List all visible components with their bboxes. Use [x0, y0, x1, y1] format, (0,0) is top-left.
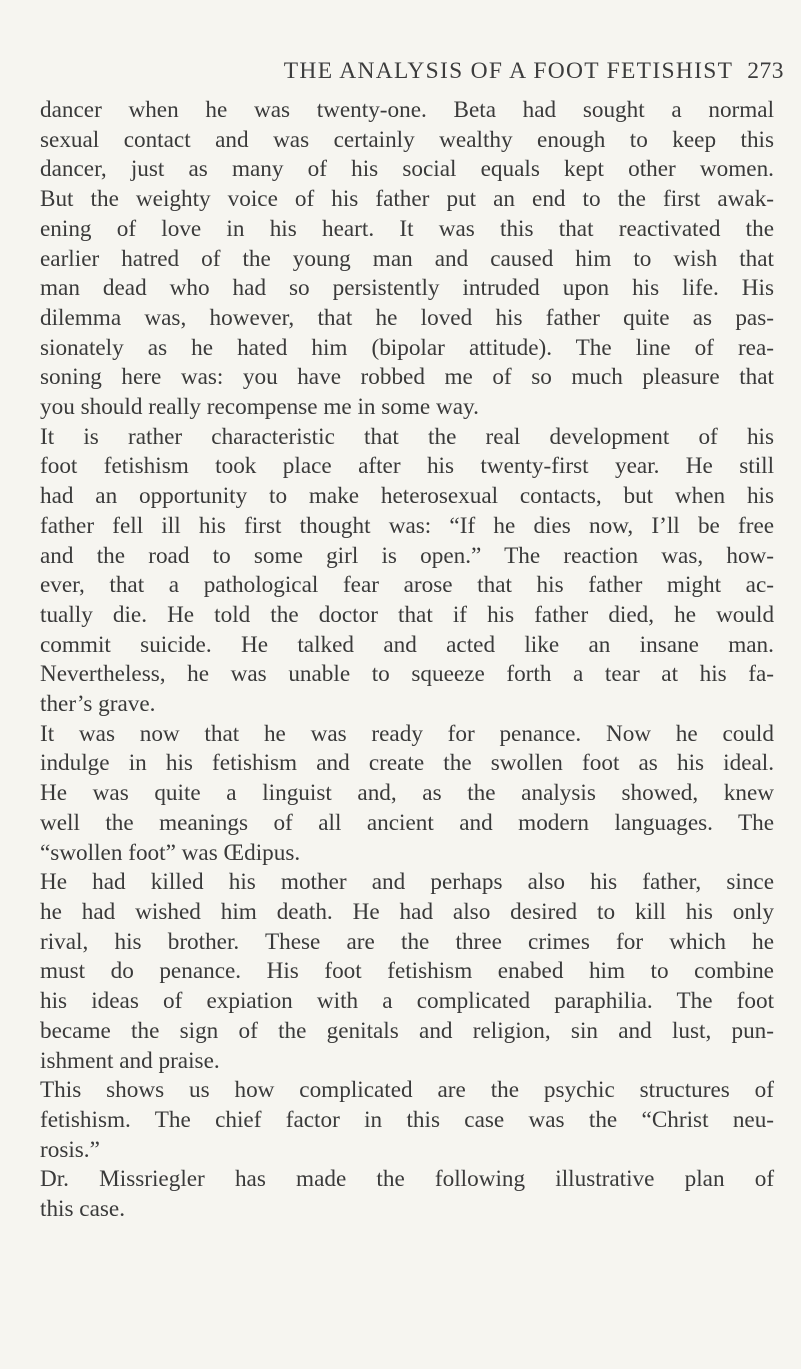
- text-line: “swollen foot” was Œdipus.: [40, 839, 301, 866]
- text-line: dancer, just as many of his social equals kept other women.: [40, 156, 774, 183]
- text-line: well the meanings of all ancient and modern languages. The: [40, 809, 775, 836]
- body-text: [40, 96, 784, 1225]
- text-line: soning here was: you have robbed me of so much pleasure that: [40, 364, 774, 391]
- text-line: fetishism. The chief factor in this case was the “Christ neu-: [40, 1106, 775, 1133]
- chapter-title: THE ANALYSIS OF A FOOT FETISHIST: [283, 58, 734, 84]
- paragraph-4: [40, 868, 784, 1076]
- text-line: dancer when he was twenty-one. Beta had sought a normal: [40, 97, 775, 123]
- paragraph-2: [40, 423, 784, 720]
- paragraph-3: [40, 720, 784, 869]
- text-line: became the sign of the genitals and religion, sin and lust, pun-: [40, 1017, 774, 1044]
- text-line: ther’s grave.: [40, 691, 156, 718]
- text-line: had an opportunity to make heterosexual contacts, but when his: [40, 483, 775, 510]
- paragraph-5: [40, 1076, 784, 1165]
- text-line: rosis.”: [40, 1136, 100, 1163]
- text-line: sexual contact and was certainly wealthy enough to keep this: [40, 126, 775, 153]
- text-line: foot fetishism took place after his twenty-first year. He still: [40, 453, 775, 480]
- page-number: 273: [747, 58, 784, 84]
- text-line: indulge in his fetishism and create the swollen foot as his ideal.: [40, 750, 775, 777]
- text-line: sionately as he hated him (bipolar attitude). The line of rea-: [40, 334, 774, 361]
- book-page: [40, 58, 784, 1225]
- text-line: ening of love in his heart. It was this that reactivated the: [40, 215, 774, 242]
- text-line: man dead who had so persistently intruded upon his life. His: [40, 275, 775, 302]
- text-line: his ideas of expiation with a complicated paraphilia. The foot: [40, 988, 775, 1015]
- text-line: But the weighty voice of his father put an end to the first awak-: [40, 186, 775, 213]
- text-line: this case.: [40, 1196, 125, 1223]
- text-line: dilemma was, however, that he loved his father quite as pas-: [40, 304, 774, 331]
- text-line: you should really recompense me in some way.: [40, 394, 479, 421]
- text-line: Dr. Missriegler has made the following illustrative plan of: [40, 1166, 775, 1193]
- text-line: It is rather characteristic that the real development of his: [40, 423, 775, 450]
- text-line: commit suicide. He talked and acted like an insane man.: [40, 631, 774, 658]
- text-line: This shows us how complicated are the psychic structures of: [40, 1077, 774, 1104]
- paragraph-1: [40, 96, 784, 423]
- text-line: ever, that a pathological fear arose that his father might ac-: [40, 572, 774, 599]
- text-line: must do penance. His foot fetishism enabed him to combine: [40, 958, 774, 985]
- text-line: He had killed his mother and perhaps also his father, since: [40, 869, 775, 896]
- text-line: Nevertheless, he was unable to squeeze forth a tear at his fa-: [40, 661, 775, 688]
- text-line: father fell ill his first thought was: “If he dies now, I’ll be free: [40, 512, 775, 539]
- running-head: [40, 58, 784, 90]
- text-line: It was now that he was ready for penance. Now he could: [40, 720, 774, 747]
- text-line: earlier hatred of the young man and caused him to wish that: [40, 245, 774, 272]
- paragraph-6: [40, 1165, 784, 1224]
- text-line: and the road to some girl is open.” The reaction was, how-: [40, 542, 775, 569]
- text-line: ishment and praise.: [40, 1047, 220, 1074]
- text-line: rival, his brother. These are the three crimes for which he: [40, 928, 775, 955]
- text-line: tually die. He told the doctor that if his father died, he would: [40, 601, 775, 628]
- text-line: he had wished him death. He had also desired to kill his only: [40, 898, 774, 925]
- text-line: He was quite a linguist and, as the analysis showed, knew: [40, 780, 774, 807]
